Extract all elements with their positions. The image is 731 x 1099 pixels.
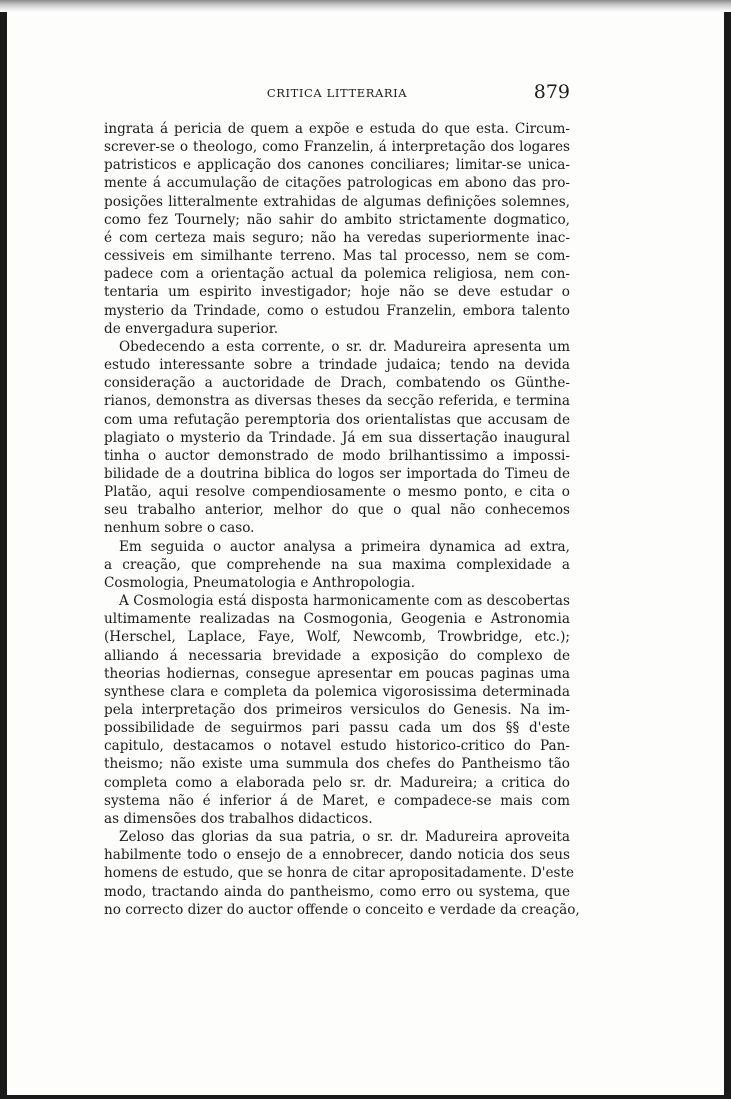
running-title: CRITICA LITTERARIA (266, 86, 408, 100)
text-line: consideração a auctoridade de Drach, combatendo os Günthe- (104, 375, 570, 392)
paragraph (104, 338, 570, 538)
text-line: seu trabalho anterior, melhor do que o qual não conhecemos (104, 502, 570, 519)
paragraph (104, 120, 570, 338)
text-line: estudo interessante sobre a trindade judaica; tendo na devida (104, 357, 570, 374)
text-line: rianos, demonstra as diversas theses da secção referida, e termina (104, 393, 570, 410)
text-line: Cosmologia, Pneumatologia e Anthropologia. (104, 574, 416, 591)
text-line: ingrata á pericia de quem a expõe e estuda do que esta. Circum- (104, 121, 570, 137)
text-line: posições litteralmente extrahidas de algumas definições solemnes, (104, 193, 570, 210)
text-line: as dimensões dos trabalhos didacticos. (104, 810, 373, 827)
text-line: theorias hodiernas, consegue apresentar em poucas paginas uma (104, 665, 570, 682)
text-line: com uma refutação peremptoria dos orientalistas que accusam de (104, 411, 570, 428)
text-line: pela interpretação dos primeiros versiculos do Genesis. Na im- (104, 702, 570, 718)
text-line: de envergadura superior. (104, 320, 279, 337)
text-line: mysterio da Trindade, como o estudou Franzelin, embora talento (104, 302, 570, 319)
scan-edge-shadow (0, 0, 731, 12)
body-text (104, 120, 580, 919)
text-line: cessiveis em similhante terreno. Mas tal processo, nem se com- (104, 248, 570, 265)
running-head (104, 81, 570, 110)
text-line: A Cosmologia está disposta harmonicamente com as descobertas (119, 593, 570, 610)
text-line: patristicos e applicação dos canones conciliares; limitar-se unica- (104, 157, 570, 174)
text-line: screver-se o theologo, como Franzelin, á interpretação dos logares (104, 139, 570, 156)
text-line: alliando á necessaria brevidade a exposição do complexo de (104, 647, 570, 664)
text-line: synthese clara e completa da polemica vigorosissima determinada (104, 683, 570, 700)
text-line: theismo; não existe uma summula dos chefes do Pantheismo tão (104, 756, 570, 773)
text-line: capitulo, destacamos o notavel estudo historico-critico do Pan- (104, 738, 570, 755)
text-line: Obedecendo a esta corrente, o sr. dr. Madureira apresenta um (119, 338, 570, 355)
paragraph (104, 828, 580, 919)
text-line: padece com a orientação actual da polemica religiosa, nem con- (104, 266, 570, 283)
text-line: habilmente todo o ensejo de a ennobrecer, dando noticia dos seus (104, 847, 570, 864)
text-line: Zeloso das glorias da sua patria, o sr. dr. Madureira aproveita (119, 829, 570, 846)
text-line: Platão, aqui resolve compendiosamente o mesmo ponto, e cita o (104, 484, 570, 501)
text-line: nenhum sobre o caso. (104, 520, 255, 537)
text-line: Em seguida o auctor analysa a primeira dynamica ad extra, (119, 538, 570, 555)
text-line: ultimamente realizadas na Cosmogonia, Geogenia e Astronomia (104, 611, 570, 628)
text-line: a creação, que comprehende na sua maxima complexidade a (104, 556, 570, 573)
book-page (104, 81, 580, 919)
paragraph (104, 538, 570, 592)
text-line: tentaria um espirito investigador; hoje não se deve estudar o (104, 284, 570, 301)
text-line: modo, tractando ainda do pantheismo, como erro ou systema, que (104, 883, 570, 900)
text-line: plagiato o mysterio da Trindade. Já em sua dissertação inaugural (104, 429, 570, 446)
text-line: tinha o auctor demonstrado de modo brilhantissimo a impossi- (104, 447, 570, 464)
text-line: como fez Tournely; não sahir do ambito strictamente dogmatico, (104, 211, 570, 228)
text-line: é com certeza mais seguro; não ha veredas superiormente inac- (104, 229, 570, 246)
text-line: homens de estudo, que se honra de citar apropositadamente. D'este (104, 865, 575, 882)
paragraph (104, 592, 570, 828)
text-line: completa como a elaborada pelo sr. dr. Madureira; a critica do (104, 774, 570, 791)
page-number: 879 (533, 81, 570, 103)
text-line: bilidade de a doutrina biblica do logos ser importada do Timeu de (104, 465, 570, 482)
text-line: possibilidade de seguirmos pari passu cada um dos §§ d'este (104, 720, 570, 737)
text-line: (Herschel, Laplace, Faye, Wolf, Newcomb, Trowbridge, etc.); (104, 629, 570, 646)
text-line: no correcto dizer do auctor offende o conceito e verdade da creação, (104, 901, 580, 918)
text-line: systema não é inferior á de Maret, e compadece-se mais com (104, 792, 570, 809)
text-line: mente á accumulação de citações patrologicas em abono das pro- (104, 175, 570, 192)
